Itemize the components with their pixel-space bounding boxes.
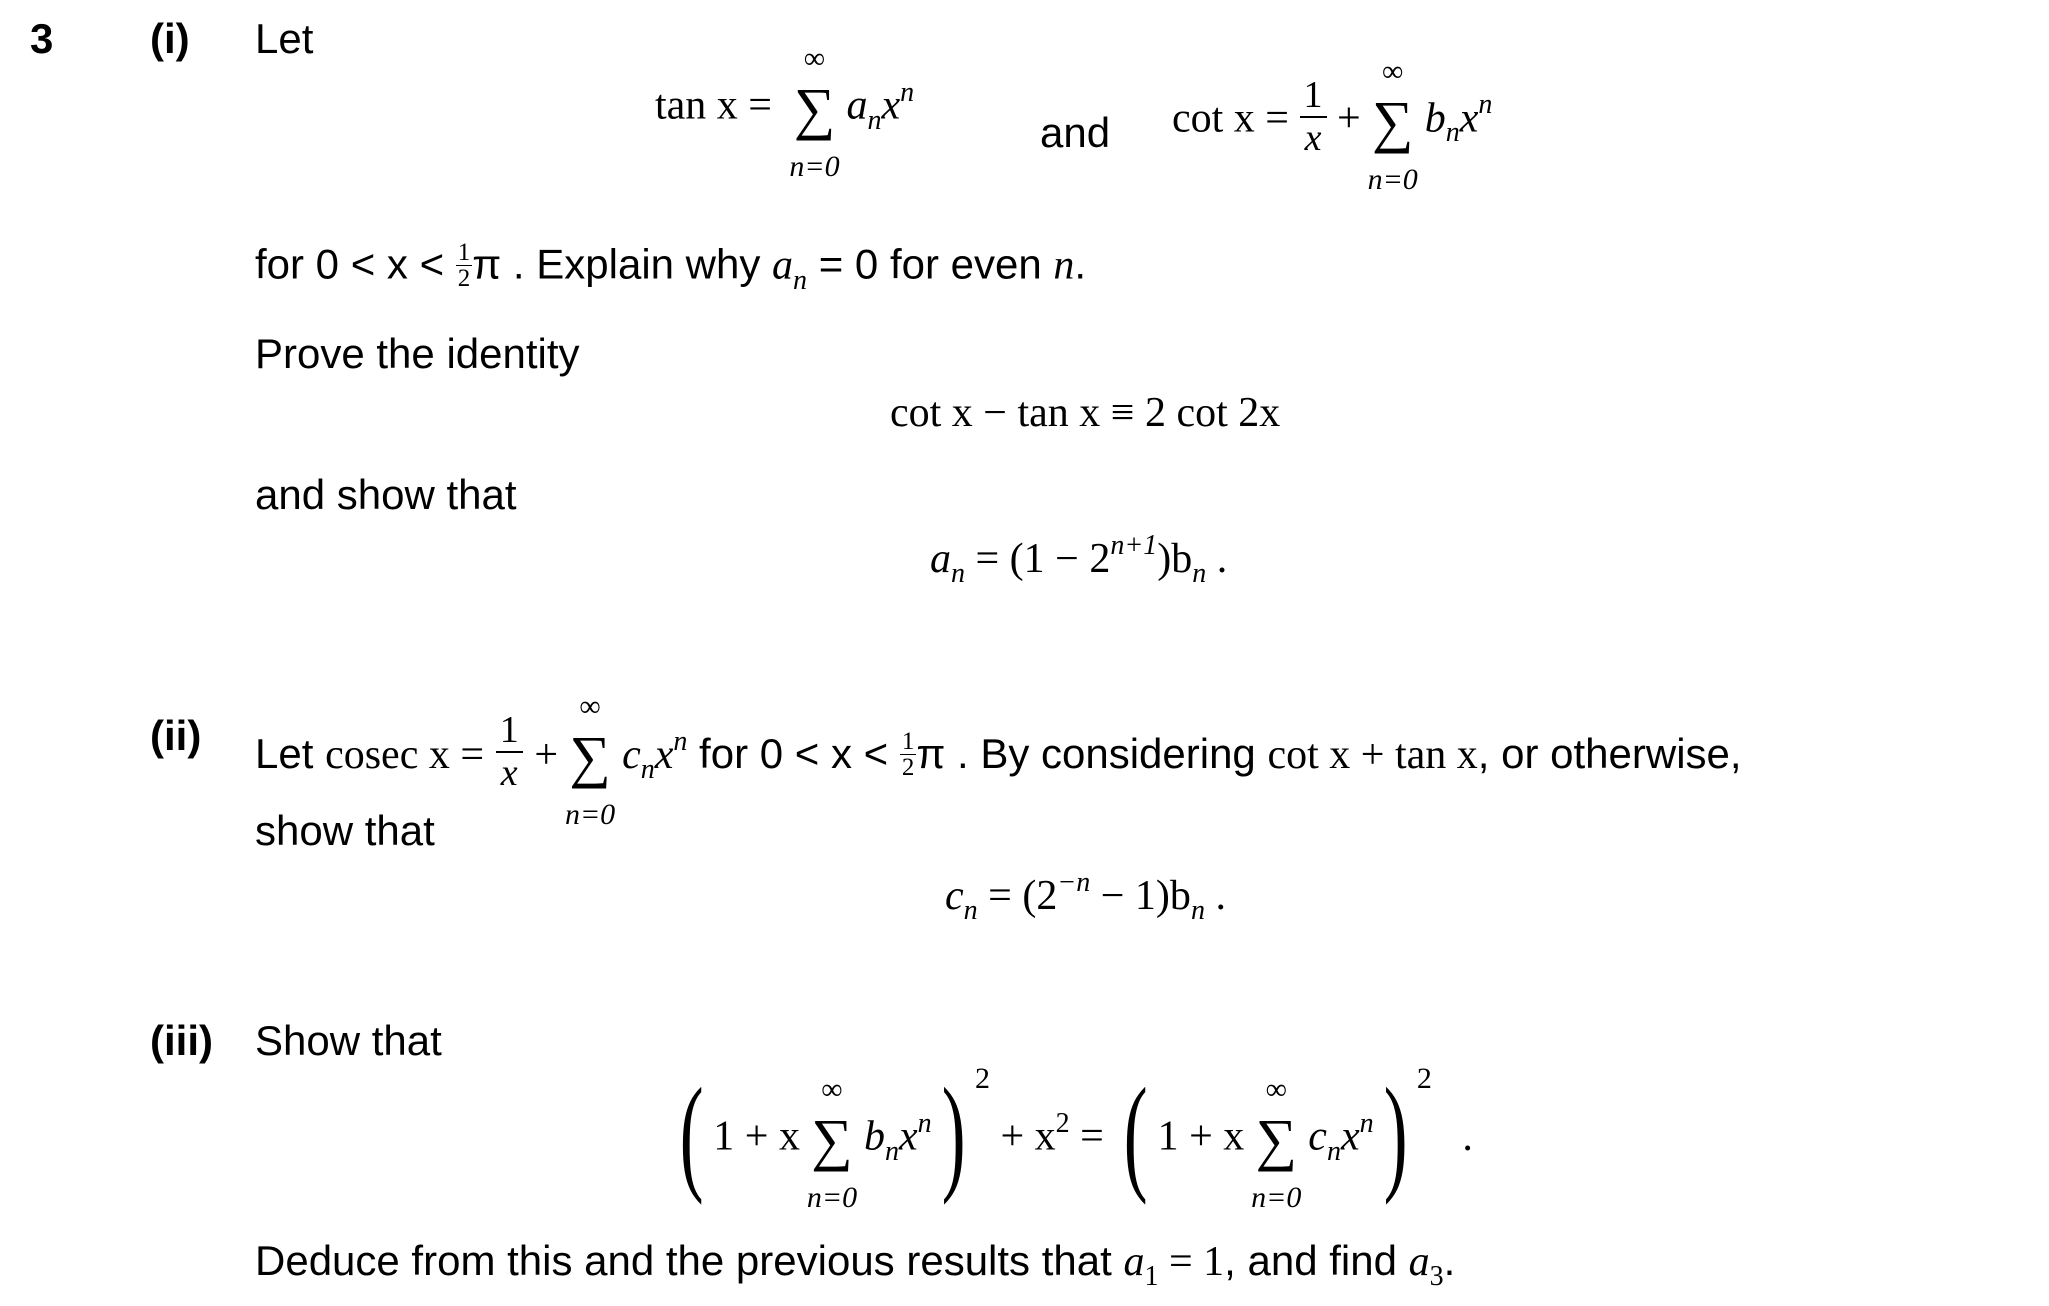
deduce-line: Deduce from this and the previous results that $a_1 = 1$, and find $a_3$. <box>255 1237 1456 1292</box>
summation-symbol: ∞ ∑ n=0 <box>1251 1073 1302 1214</box>
part-label-iii: (iii) <box>150 1017 213 1064</box>
part-label-ii: (ii) <box>150 712 202 759</box>
one-over-x-fraction: $\frac{1}{x}$ <box>1300 76 1327 160</box>
tan-series-equation: tan x = ∞ ∑ n=0 $a_nx^n$ <box>655 42 915 183</box>
summation-symbol: ∞ ∑ n=0 <box>789 42 840 183</box>
cn-result-equation: $c_n = (2^{-n} - 1)b_n$ . <box>945 867 1226 926</box>
an-result-equation: $a_n = (1 - 2^{n+1})b_n$ . <box>930 530 1228 589</box>
part-iii-intro: Show that <box>255 1017 442 1064</box>
part-label-i: (i) <box>150 15 190 62</box>
show-that-text-ii: show that <box>255 807 435 854</box>
prove-identity-text: Prove the identity <box>255 330 580 377</box>
cot-series-equation: cot x = $\frac{1}{x}$ + ∞ ∑ n=0 $b_nx^n$ <box>1172 54 1493 196</box>
half-fraction: $\frac{1}{2}$ <box>901 728 915 782</box>
and-connector: and <box>1040 109 1111 156</box>
and-show-that-text: and show that <box>255 471 517 518</box>
part-ii-definition-line: Let cosec x = $\frac{1}{x}$ + ∞ ∑ n=0 $c_nx^n$ for 0 < x < $\frac{1}{2}$ π . By considering cot x + tan x, or otherwise, <box>255 689 1742 831</box>
identity-equation: cot x − tan x ≡ 2 cot 2x <box>890 390 1281 436</box>
question-number: 3 <box>30 15 54 62</box>
summation-symbol: ∞ ∑ n=0 <box>564 689 616 831</box>
part-i-intro: Let <box>255 15 314 62</box>
part-i-range-line: for 0 < x < $\frac{1}{2}$ π . Explain why $a_n = 0$ for even n. <box>255 239 1087 296</box>
summation-symbol: ∞ ∑ n=0 <box>1367 54 1418 196</box>
summation-symbol: ∞ ∑ n=0 <box>806 1073 858 1214</box>
half-fraction: $\frac{1}{2}$ <box>457 239 471 292</box>
one-over-x-fraction: $\frac{1}{x}$ <box>496 711 523 795</box>
squared-series-equation: ( 1 + x ∞ ∑ n=0 $b_nx^n$) $^2 + x^2$ = ( 1 + x ∞ ∑ n=0 $c_nx^n$) $^2$ . <box>679 1061 1473 1214</box>
